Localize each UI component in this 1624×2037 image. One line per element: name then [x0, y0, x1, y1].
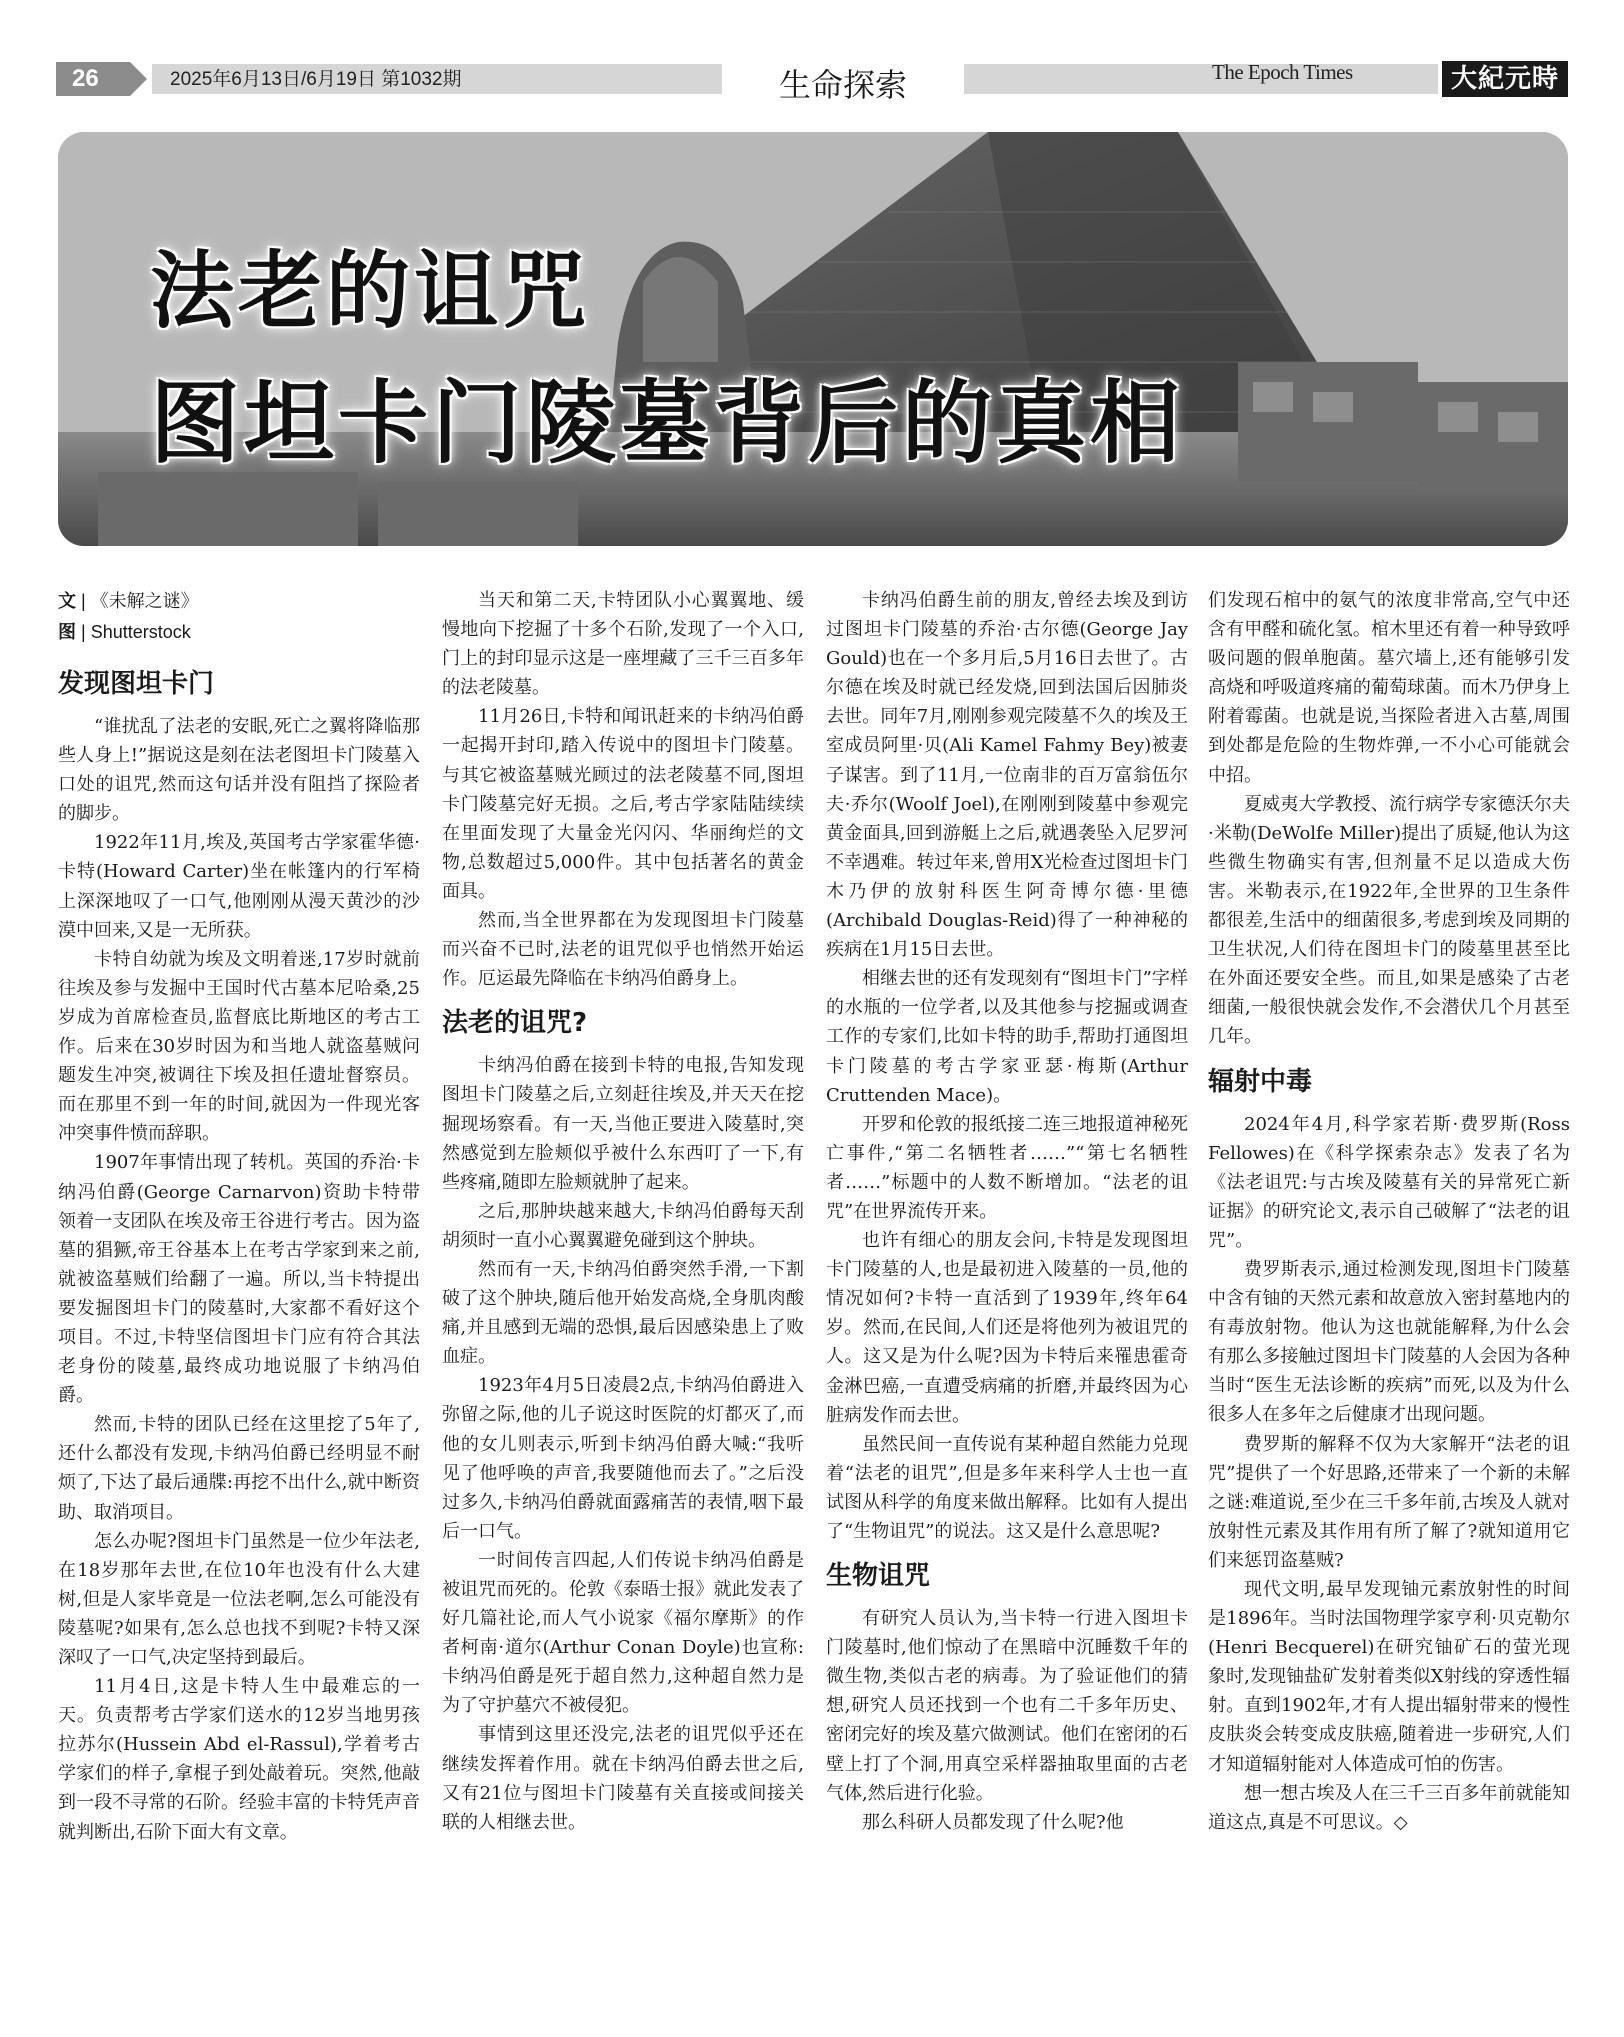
- byline-label: 文: [58, 591, 76, 612]
- article-column-1: [58, 586, 420, 1847]
- paragraph: 事情到这里还没完,法老的诅咒似乎还在继续发挥着作用。就在卡纳冯伯爵去世之后,又有21位与图坦卡门陵墓有关直接或间接关联的人相继去世。: [442, 1724, 804, 1833]
- paragraph: 有研究人员认为,当卡特一行进入图坦卡门陵墓时,他们惊动了在黑暗中沉睡数千年的微生物,类似古老的病毒。为了验证他们的猜想,研究人员还找到一个也有二千多年历史、密闭完好的埃及墓穴做测试。他们在密闭的石壁上打了个洞,用真空采样器抽取里面的古老气体,然后进行化验。: [826, 1608, 1188, 1804]
- paragraph: 卡特自幼就为埃及文明着迷,17岁时就前往埃及参与发掘中王国时代古墓本尼哈桑,25岁成为首席检查员,监督底比斯地区的考古工作。后来在30岁时因为和当地人就盗墓贼问题发生冲突,被调往下埃及担任遗址督察员。而在那里不到一年的时间,就因为一件现光客冲突事件愤而辞职。: [58, 948, 420, 1145]
- photo-credit: 图 | Shutterstock: [58, 622, 191, 643]
- paragraph: 11月26日,卡特和闻讯赶来的卡纳冯伯爵一起揭开封印,踏入传说中的图坦卡门陵墓。与其它被盗墓贼光顾过的法老陵墓不同,图坦卡门陵墓完好无损。之后,考古学家陆陆续续在里面发现了大量金光闪闪、华丽绚烂的文物,总数超过5,000件。其中包括著名的黄金面具。: [442, 706, 804, 902]
- page-number: 26: [56, 62, 130, 96]
- paragraph: 当天和第二天,卡特团队小心翼翼地、缓慢地向下挖掘了十多个石阶,发现了一个入口,门上的封印显示这是一座埋藏了三千三百多年的法老陵墓。: [442, 590, 804, 699]
- paragraph: 11月4日,这是卡特人生中最难忘的一天。负责帮考古学家们送水的12岁当地男孩拉苏尔(Hussein Abd el-Rassul),学着考古学家们的样子,拿棍子到处敲着玩。突然,他敲到一段不寻常的石阶。经验丰富的卡特凭声音就判断出,石阶下面大有文章。: [58, 1676, 420, 1843]
- photo-credit-label: 图: [58, 622, 76, 643]
- headline-line-1: 法老的诅咒: [150, 242, 591, 340]
- paragraph: 现代文明,最早发现铀元素放射性的时间是1896年。当时法国物理学家亨利·贝克勒尔(Henri Becquerel)在研究铀矿石的萤光现象时,发现铀盐矿发射着类似X射线的穿透性辐射。直到1902年,才有人提出辐射带来的慢性皮肤炎会转变成皮肤癌,随着进一步研究,人们才知道辐射能对人体造成可怕的伤害。: [1208, 1579, 1570, 1775]
- photo-credit-source: Shutterstock: [90, 622, 191, 642]
- paragraph: 想一想古埃及人在三千三百多年前就能知道这点,真是不可思议。◇: [1208, 1782, 1570, 1833]
- header-bar-right: [964, 64, 1438, 94]
- paragraph: 也许有细心的朋友会问,卡特是发现图坦卡门陵墓的人,也是最初进入陵墓的一员,他的情况如何?卡特一直活到了1939年,终年64岁。然而,在民间,人们还是将他列为被诅咒的人。这又是为什么呢?因为卡特后来罹患霍奇金淋巴癌,一直遭受病痛的折磨,并最终因为心脏病发作而去世。: [826, 1230, 1188, 1426]
- paragraph: 一时间传言四起,人们传说卡纳冯伯爵是被诅咒而死的。伦敦《泰晤士报》就此发表了好几篇社论,而人气小说家《福尔摩斯》的作者柯南·道尔(Arthur Conan Doyle)也宣称:卡纳冯伯爵是死于超自然力,这种超自然力是为了守护墓穴不被侵犯。: [442, 1549, 804, 1717]
- page-header: [56, 60, 1568, 130]
- article-column-2: [442, 586, 804, 1837]
- paragraph: 夏威夷大学教授、流行病学专家德沃尔夫·米勒(DeWolfe Miller)提出了质疑,他认为这些微生物确实有害,但剂量不足以造成大伤害。米勒表示,在1922年,全世界的卫生条件都很差,生活中的细菌很多,考虑到埃及同期的卫生状况,人们待在图坦卡门的陵墓里甚至比在外面还要安全些。而且,如果是感染了古老细菌,一般很快就会发作,不会潜伏几个月甚至几年。: [1208, 793, 1570, 1048]
- paragraph: 虽然民间一直传说有某种超自然能力兑现着“法老的诅咒”,但是多年来科学人士也一直试图从科学的角度来做出解释。比如有人提出了“生物诅咒”的说法。这又是什么意思呢?: [826, 1433, 1188, 1542]
- paragraph: 卡纳冯伯爵在接到卡特的电报,告知发现图坦卡门陵墓之后,立刻赶往埃及,并天天在挖掘现场察看。有一天,当他正要进入陵墓时,突然感觉到左脸颊似乎被什么东西叮了一下,有些疼痛,随即左脸颊就肿了起来。: [442, 1055, 804, 1193]
- issue-date: 2025年6月13日/6月19日 第1032期: [170, 69, 462, 90]
- paragraph: 费罗斯表示,通过检测发现,图坦卡门陵墓中含有铀的天然元素和故意放入密封墓地内的有毒放射物。他认为这也就能解释,为什么会有那么多接触过图坦卡门陵墓的人会因为各种当时“医生无法诊断的疾病”而死,以及为什么很多人在多年之后健康才出现问题。: [1208, 1258, 1570, 1426]
- paragraph: 然而,卡特的团队已经在这里挖了5年了,还什么都没有发现,卡纳冯伯爵已经明显不耐烦了,下达了最后通牒:再挖不出什么,就中断资助、取消项目。: [58, 1414, 420, 1523]
- byline: 文 | 《未解之谜》: [58, 591, 199, 612]
- section-heading: 法老的诅咒?: [442, 1008, 588, 1039]
- brand-english: The Epoch Times: [1212, 60, 1353, 84]
- paragraph: 1922年11月,埃及,英国考古学家霍华德·卡特(Howard Carter)坐在帐篷内的行军椅上深深地叹了一口气,他刚刚从漫天黄沙的沙漠中回来,又是一无所获。: [58, 832, 420, 941]
- paragraph: 费罗斯的解释不仅为大家解开“法老的诅咒”提供了一个好思路,还带来了一个新的未解之谜:难道说,至少在三千多年前,古埃及人就对放射性元素及其作用有所了解了?就知道用它们来惩罚盗墓贼?: [1208, 1433, 1570, 1571]
- hero-image: [58, 132, 1568, 546]
- paragraph: 怎么办呢?图坦卡门虽然是一位少年法老,在18岁那年去世,在位10年也没有什么大建树,但是人家毕竟是一位法老啊,怎么可能没有陵墓呢?如果有,怎么总也找不到呢?卡特又深深叹了一口气,决定坚持到最后。: [58, 1530, 420, 1668]
- paragraph: “谁扰乱了法老的安眠,死亡之翼将降临那些人身上!”据说这是刻在法老图坦卡门陵墓入口处的诅咒,然而这句话并没有阻挡了探险者的脚步。: [58, 716, 420, 825]
- paragraph: 那么科研人员都发现了什么呢?他: [862, 1811, 1124, 1833]
- paragraph: 相继去世的还有发现刻有“图坦卡门”字样的水瓶的一位学者,以及其他参与挖掘或调查工作的专家们,比如卡特的助手,帮助打通图坦卡门陵墓的考古学家亚瑟·梅斯(Arthur Cruttenden Mace)。: [826, 968, 1188, 1106]
- section-heading: 发现图坦卡门: [58, 669, 215, 699]
- section-heading: 辐射中毒: [1208, 1066, 1313, 1097]
- paragraph: 之后,那肿块越来越大,卡纳冯伯爵每天刮胡须时一直小心翼翼避免碰到这个肿块。: [442, 1200, 804, 1251]
- article-column-3: [826, 586, 1188, 1837]
- article-column-4: [1208, 586, 1570, 1837]
- paragraph: 卡纳冯伯爵生前的朋友,曾经去埃及到访过图坦卡门陵墓的乔治·古尔德(George Jay Gould)也在一个多月后,5月16日去世了。古尔德在埃及时就已经发烧,回到法国后因肺炎去世。同年7月,刚刚参观完陵墓不久的埃及王室成员阿里·贝(Ali Kamel Fahmy Bey)被妻子谋害。到了11月,一位南非的百万富翁伍尔夫·乔尔(Woolf Joel),在刚刚到陵墓中参观完黄金面具,回到游艇上之后,就遇袭坠入尼罗河不幸遇难。转过年来,曾用X光检查过图坦卡门木乃伊的放射科医生阿奇博尔德·里德(Archibald Douglas-Reid)得了一种神秘的疾病在1月15日去世。: [826, 590, 1188, 961]
- paragraph: 然而,当全世界都在为发现图坦卡门陵墓而兴奋不已时,法老的诅咒似乎也悄然开始运作。厄运最先降临在卡纳冯伯爵身上。: [442, 910, 804, 990]
- brand-logo: 大紀元時報: [1442, 61, 1568, 97]
- paragraph: 1907年事情出现了转机。英国的乔治·卡纳冯伯爵(George Carnarvon)资助卡特带领着一支团队在埃及帝王谷进行考古。因为盗墓的猖獗,帝王谷基本上在考古学家到来之前,就被盗墓贼们给翻了一遍。所以,当卡特提出要发掘图坦卡门的陵墓时,大家都不看好这个项目。不过,卡特坚信图坦卡门应有符合其法老身份的陵墓,最终成功地说服了卡纳冯伯爵。: [58, 1152, 420, 1407]
- paragraph: 开罗和伦敦的报纸接二连三地报道神秘死亡事件,“第二名牺牲者……”“第七名牺牲者……”标题中的人数不断增加。“法老的诅咒”在世界流传开来。: [826, 1113, 1188, 1222]
- paragraph: 们发现石棺中的氨气的浓度非常高,空气中还含有甲醛和硫化氢。棺木里还有着一种导致呼吸问题的假单胞菌。墓穴墙上,还有能够引发高烧和呼吸道疼痛的葡萄球菌。而木乃伊身上附着霉菌。也就是说,当探险者进入古墓,周围到处都是危险的生物炸弹,一不小心可能就会中招。: [1208, 590, 1570, 786]
- section-heading: 生物诅咒: [826, 1561, 931, 1592]
- paragraph: 2024年4月,科学家若斯·费罗斯(Ross Fellowes)在《科学探索杂志》发表了名为《法老诅咒:与古埃及陵墓有关的异常死亡新证据》的研究论文,表示自己破解了“法老的诅咒”。: [1208, 1113, 1570, 1251]
- section-title: 生命探索: [778, 66, 907, 104]
- headline-line-2: 图坦卡门陵墓背后的真相: [150, 371, 1184, 476]
- byline-source: 《未解之谜》: [90, 591, 199, 611]
- paragraph: 然而有一天,卡纳冯伯爵突然手滑,一下割破了这个肿块,随后他开始发高烧,全身肌肉酸痛,并且感到无端的恐惧,最后因感染患上了败血症。: [442, 1258, 804, 1368]
- paragraph: 1923年4月5日凌晨2点,卡纳冯伯爵进入弥留之际,他的儿子说这时医院的灯都灭了,而他的女儿则表示,听到卡纳冯伯爵大喊:“我听见了他呼唤的声音,我要随他而去了。”之后没过多久,卡纳冯伯爵就面露痛苦的表情,咽下最后一口气。: [442, 1375, 804, 1542]
